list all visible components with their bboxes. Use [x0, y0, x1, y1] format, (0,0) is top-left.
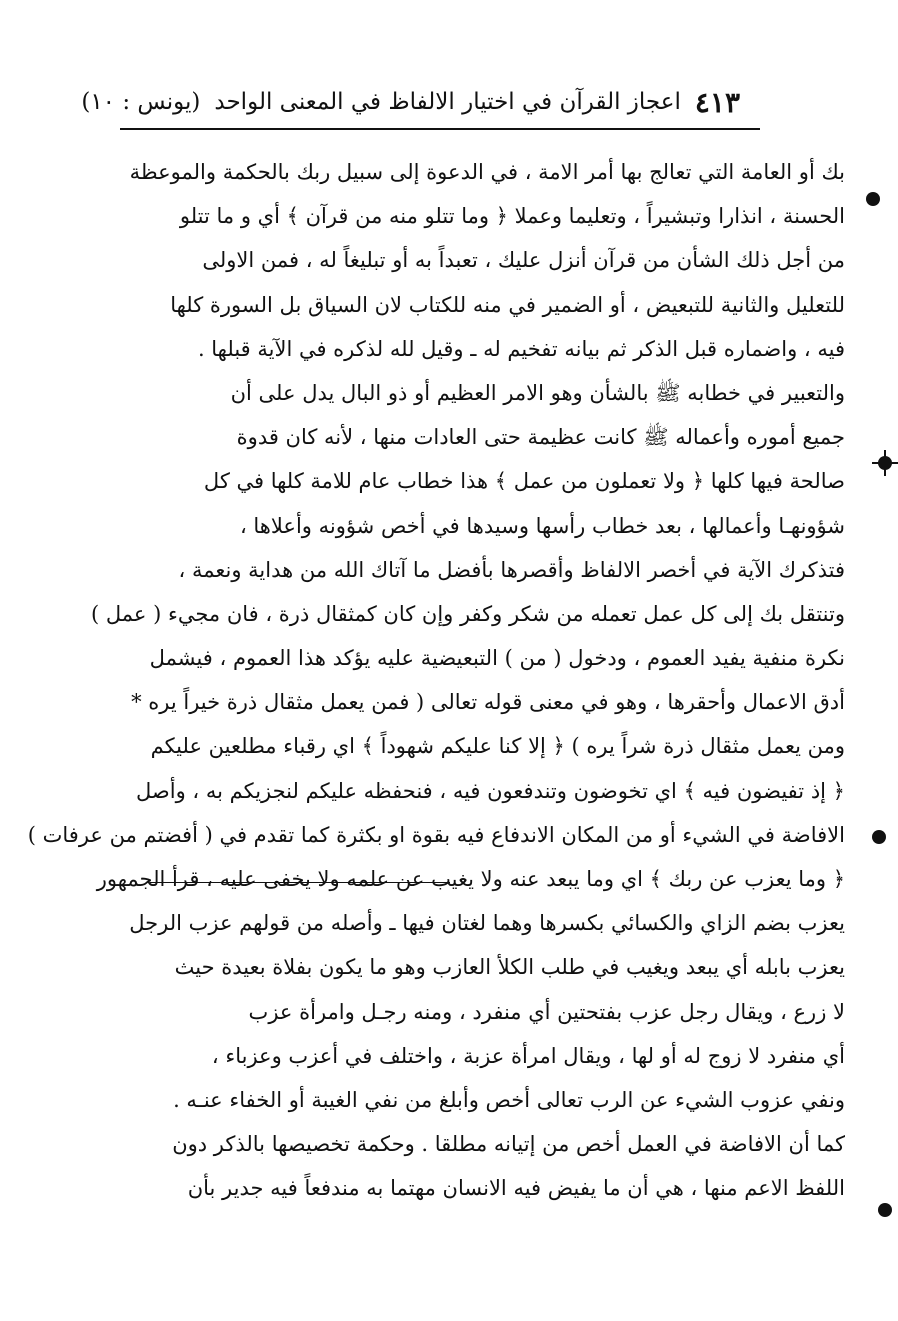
header-title: اعجاز القرآن في اختيار الالفاظ في المعنى الواحد: [214, 89, 681, 115]
text-line: والتعبير في خطابه ﷺ بالشأن وهو الامر العظيم أو ذو البال يدل على أن: [230, 380, 845, 405]
text-line: الافاضة في الشيء أو من المكان الاندفاع فيه بقوة او بكثرة كما تقدم في ( أفضتم من عرفات ): [27, 822, 845, 847]
punch-hole-mark: [878, 456, 892, 470]
text-line: ونفي عزوب الشيء عن الرب تعالى أخص وأبلغ من نفي الغيبة أو الخفاء عنـه .: [173, 1087, 845, 1112]
text-line: جميع أموره وأعماله ﷺ كانت عظيمة حتى العادات منها ، لأنه كان قدوة: [236, 425, 845, 450]
text-line: نكرة منفية يفيد العموم ، ودخول ( من ) التبعيضية عليه يؤكد هذا العموم ، فيشمل: [149, 646, 845, 671]
running-header: [81, 80, 740, 124]
text-line: لا زرع ، ويقال رجل عزب بفتحتين أي منفرد ، ومنه رجـل وامرأة عزب: [248, 999, 845, 1024]
text-line: أي منفرد لا زوج له أو لها ، ويقال امرأة عزبة ، واختلف في أعزب وعزباء ،: [211, 1043, 845, 1068]
punch-hole-mark: [872, 830, 886, 844]
text-line: شؤونهـا وأعمالها ، بعد خطاب رأسها وسيدها في أخص شؤونه وأعلاها ،: [239, 513, 845, 538]
page-number: ٤١٣: [694, 85, 740, 119]
text-line: ﴿ وما يعزب عن ربك ﴾ اي وما يبعد عنه ولا يغيب عن علمه ولا يخفى عليه ، قرأ الجمهور: [96, 867, 845, 891]
text-line: يعزب بابله أي يبعد ويغيب في طلب الكلأ العازب وهو ما يكون بفلاة بعيدة حيث: [174, 955, 845, 980]
text-line: بك أو العامة التي تعالج بها أمر الامة ، في الدعوة إلى سبيل ربك بالحكمة والموعظة: [129, 160, 845, 184]
text-line: يعزب بضم الزاي والكسائي بكسرها وهما لغتان فيها ـ وأصله من قولهم عزب الرجل: [129, 911, 845, 936]
punch-hole-mark: [878, 1203, 892, 1217]
text-line: ومن يعمل مثقال ذرة شراً يره ) ﴿ إلا كنا عليكم شهوداً ﴾ اي رقباء مطلعين عليكم: [150, 734, 845, 759]
text-line: صالحة فيها كلها ﴿ ولا تعملون من عمل ﴾ هذا خطاب عام للامة كلها في كل: [203, 469, 845, 494]
body-text: [27, 150, 845, 1211]
text-line: اللفظ الاعم منها ، هي أن ما يفيض فيه الانسان مهتما به مندفعاً فيه جدير بأن: [187, 1176, 845, 1201]
header-rule: [120, 128, 760, 130]
text-line: من أجل ذلك الشأن من قرآن أنزل عليك ، تعبداً به أو تبليغاً له ، فمن الاولى: [202, 248, 845, 273]
text-line: فتذكرك الآية في أخصر الالفاظ وأقصرها بأفضل ما آتاك الله من هداية ونعمة ،: [178, 557, 845, 582]
text-line: ﴿ إذ تفيضون فيه ﴾ اي تخوضون وتندفعون فيه ، فنحفظه عليكم لنجزيكم به ، وأصل: [136, 778, 845, 803]
text-line: الحسنة ، انذارا وتبشيراً ، وتعليما وعملا ﴿ وما تتلو منه من قرآن ﴾ أي و ما تتلو: [179, 204, 845, 229]
text-line: كما أن الافاضة في العمل أخص من إتيانه مطلقا . وحكمة تخصيصها بالذكر دون: [172, 1132, 845, 1157]
text-line: وتنتقل بك إلى كل عمل تعمله من شكر وكفر وإن كان كمثقال ذرة ، فان مجيء ( عمل ): [90, 601, 845, 626]
text-line: أدق الاعمال وأحقرها ، وهو في معنى قوله تعالى ( فمن يعمل مثقال ذرة خيراً يره *: [131, 690, 845, 715]
text-line: للتعليل والثانية للتبعيض ، أو الضمير في منه للكتاب لان السياق بل السورة كلها: [170, 292, 845, 317]
punch-hole-mark: [866, 192, 880, 206]
header-reference: (يونس : ١٠): [81, 89, 201, 115]
section-rule: [150, 882, 450, 883]
text-line: فيه ، واضماره قبل الذكر ثم بيانه تفخيم له ـ وقيل لله لذكره في الآية قبلها .: [197, 336, 845, 361]
